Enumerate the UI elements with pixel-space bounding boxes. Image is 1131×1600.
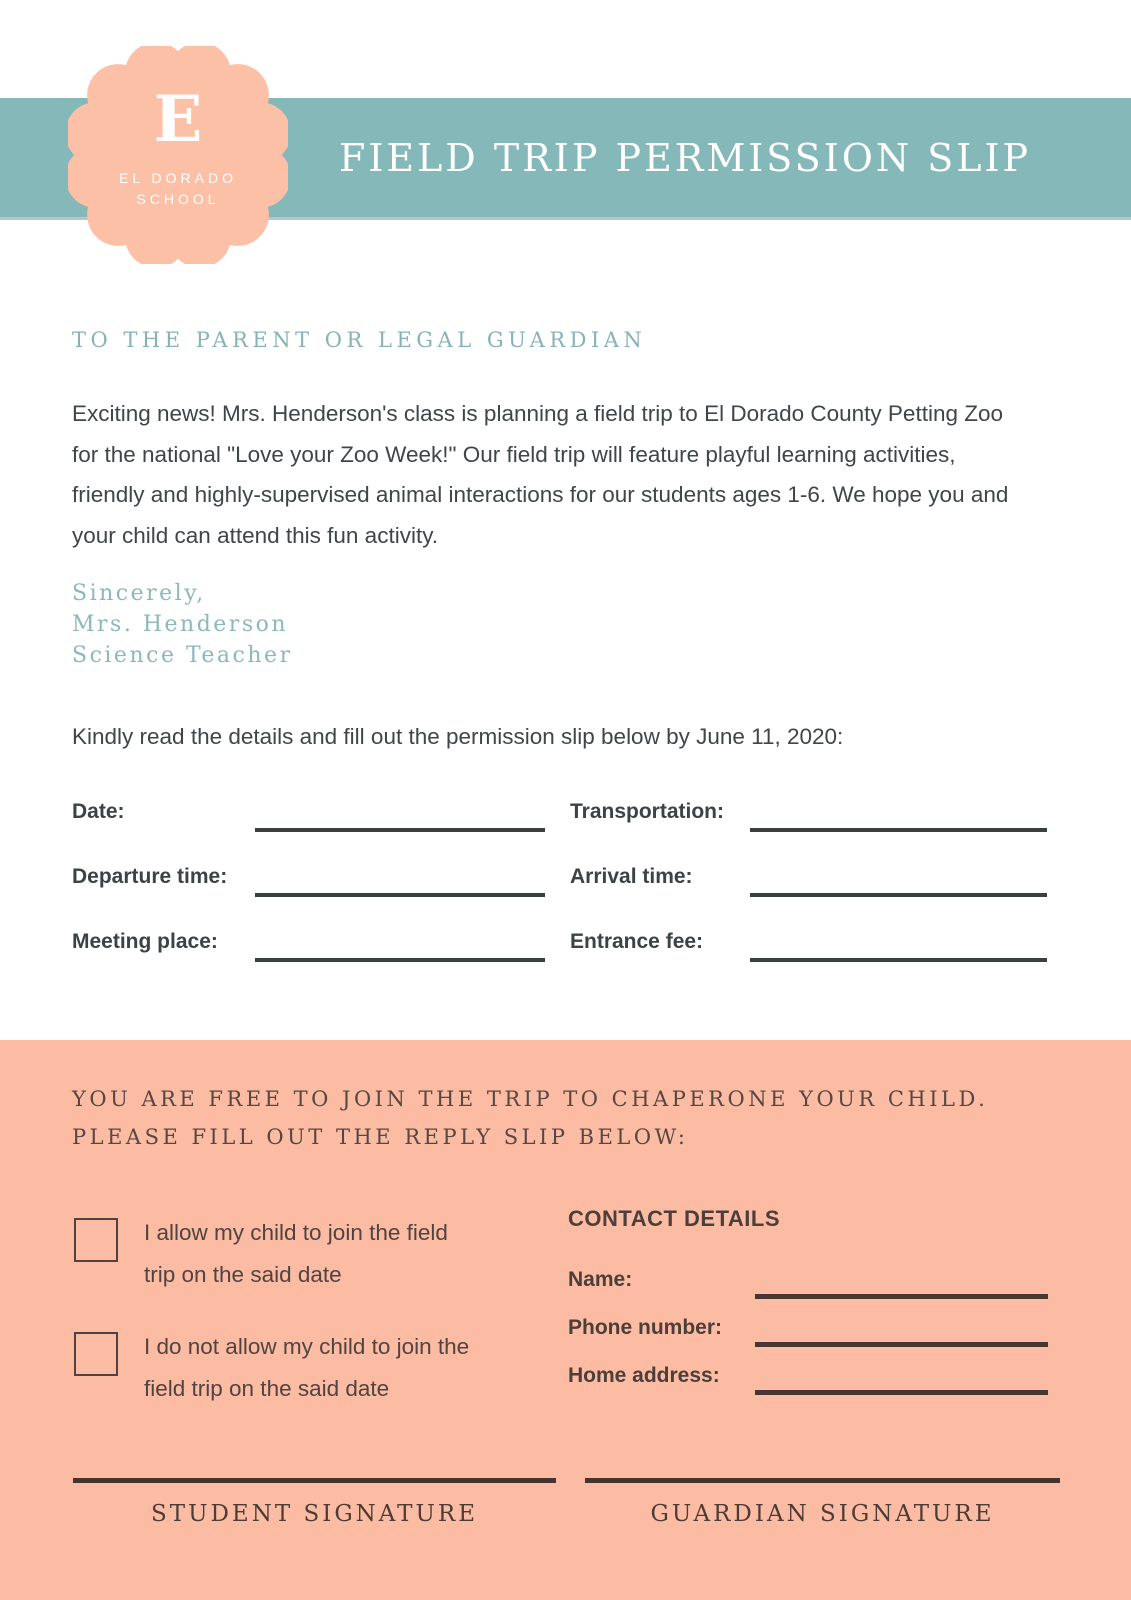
- school-name: [119, 168, 237, 210]
- home-address-blank[interactable]: [755, 1390, 1048, 1395]
- reply-heading-line2: PLEASE FILL OUT THE REPLY SLIP BELOW:: [72, 1125, 689, 1149]
- trip-details-form: [72, 792, 1048, 987]
- instruction-line: Kindly read the details and fill out the permission slip below by June 11, 2020:: [72, 724, 844, 749]
- date-blank[interactable]: [255, 828, 545, 832]
- student-signature-label: STUDENT SIGNATURE: [150, 1501, 478, 1527]
- not-allow-checkbox[interactable]: [74, 1332, 118, 1376]
- salutation-heading: TO THE PARENT OR LEGAL GUARDIAN: [72, 328, 647, 352]
- departure-time-label: Departure time:: [72, 865, 228, 888]
- name-blank[interactable]: [755, 1294, 1048, 1299]
- student-signature: [73, 1478, 556, 1527]
- details-row: [72, 922, 1048, 987]
- school-name-line1: EL DORADO: [119, 170, 237, 186]
- contact-details: [568, 1206, 1048, 1402]
- not-allow-option-label: I do not allow my child to join the field trip on the said date: [144, 1334, 470, 1401]
- reply-slip-section: [0, 1040, 1131, 1600]
- reply-slip-heading: [72, 1080, 1052, 1156]
- allow-option: [74, 1212, 474, 1296]
- allow-option-label: I allow my child to join the field trip on the said date: [144, 1220, 448, 1287]
- phone-number-label: Phone number:: [568, 1316, 723, 1339]
- meeting-place-blank[interactable]: [255, 958, 545, 962]
- guardian-signature: [585, 1478, 1060, 1527]
- school-initial: E: [153, 82, 203, 157]
- name-label: Name:: [568, 1268, 633, 1291]
- school-badge: [68, 46, 288, 264]
- phone-number-blank[interactable]: [755, 1342, 1048, 1347]
- transportation-label: Transportation:: [570, 800, 725, 823]
- arrival-time-blank[interactable]: [750, 893, 1047, 897]
- date-label: Date:: [72, 800, 125, 823]
- arrival-time-label: Arrival time:: [570, 865, 693, 888]
- school-name-line2: SCHOOL: [136, 191, 220, 207]
- letter-body: Exciting news! Mrs. Henderson's class is planning a field trip to El Dorado County Petting Zoo for the national "Love your Zoo Week!" Our field trip will feature playful learning activities, friendly and highly-supervised animal interactions for our students ages 1-6. We hope you and your child can attend this fun activity.: [72, 401, 1009, 548]
- details-row: [72, 857, 1048, 922]
- closing-teacher-name: Mrs. Henderson: [72, 612, 289, 637]
- letter-closing: [72, 578, 293, 671]
- not-allow-option: [74, 1326, 474, 1410]
- contact-row: [568, 1258, 1048, 1306]
- student-signature-blank[interactable]: [73, 1478, 556, 1483]
- entrance-fee-blank[interactable]: [750, 958, 1047, 962]
- guardian-signature-label: GUARDIAN SIGNATURE: [650, 1501, 995, 1527]
- departure-time-blank[interactable]: [255, 893, 545, 897]
- home-address-label: Home address:: [568, 1364, 720, 1387]
- details-row: [72, 792, 1048, 857]
- entrance-fee-label: Entrance fee:: [570, 930, 704, 953]
- allow-checkbox[interactable]: [74, 1218, 118, 1262]
- closing-sincerely: Sincerely,: [72, 581, 206, 606]
- closing-teacher-title: Science Teacher: [72, 643, 293, 668]
- transportation-blank[interactable]: [750, 828, 1047, 832]
- contact-row: [568, 1354, 1048, 1402]
- reply-heading-line1: YOU ARE FREE TO JOIN THE TRIP TO CHAPERONE YOUR CHILD.: [72, 1087, 989, 1111]
- guardian-signature-blank[interactable]: [585, 1478, 1060, 1483]
- meeting-place-label: Meeting place:: [72, 930, 218, 953]
- contact-row: [568, 1306, 1048, 1354]
- contact-details-heading: CONTACT DETAILS: [568, 1206, 780, 1231]
- page-title: FIELD TRIP PERMISSION SLIP: [338, 135, 1032, 180]
